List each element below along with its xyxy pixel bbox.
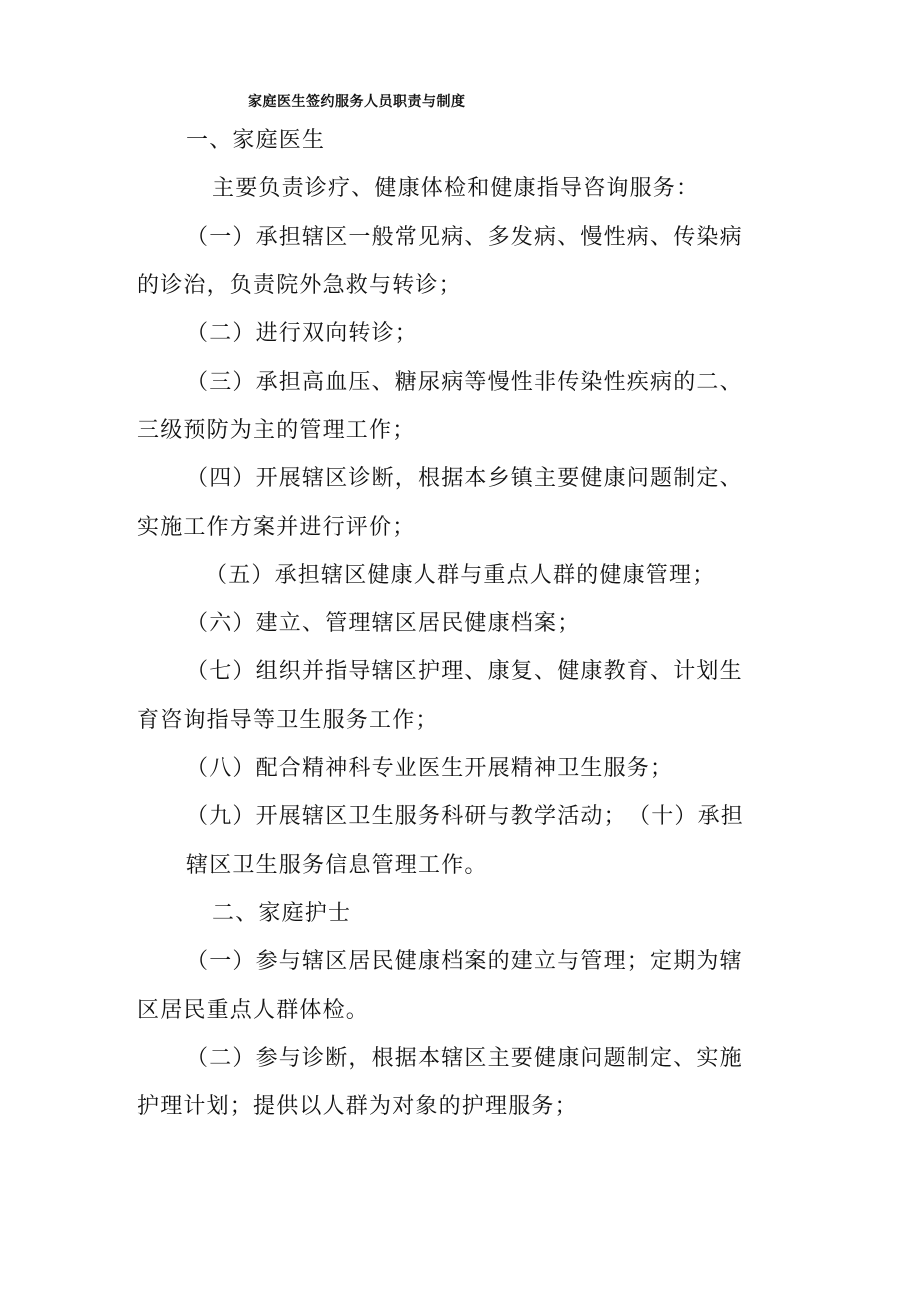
paragraph-line: 的诊治，负责院外急救与转诊； — [137, 273, 462, 298]
paragraph-line: （七）组织并指导辖区护理、康复、健康教育、计划生 — [186, 659, 743, 684]
paragraph-line: （三）承担高血压、糖尿病等慢性非传染性疾病的二、 — [186, 370, 743, 395]
paragraph-line: （九）开展辖区卫生服务科研与教学活动； （十）承担 — [186, 804, 745, 829]
paragraph-line: 实施工作方案并进行评价； — [137, 515, 416, 540]
paragraph-line: 育咨询指导等卫生服务工作； — [137, 708, 439, 733]
paragraph-line: （二）进行双向转诊； — [186, 321, 419, 346]
paragraph-line: （一）参与辖区居民健康档案的建立与管理；定期为辖 — [186, 949, 743, 974]
section-heading-family-nurse: 二、家庭护士 — [212, 901, 352, 926]
paragraph-line: 护理计划；提供以人群为对象的护理服务； — [137, 1094, 578, 1119]
paragraph-line: （八）配合精神科专业医生开展精神卫生服务； — [186, 756, 674, 781]
paragraph-line: （一）承担辖区一般常见病、多发病、慢性病、传染病 — [186, 225, 743, 250]
paragraph-line: 三级预防为主的管理工作； — [137, 418, 416, 443]
document-title: 家庭医生签约服务人员职责与制度 — [248, 94, 466, 110]
paragraph-line: 辖区卫生服务信息管理工作。 — [186, 853, 488, 878]
paragraph-line: （二）参与诊断，根据本辖区主要健康问题制定、实施 — [186, 1046, 743, 1071]
section-heading-family-doctor: 一、家庭医生 — [186, 128, 326, 153]
paragraph-line: 区居民重点人群体检。 — [137, 998, 370, 1023]
paragraph-line: 主要负责诊疗、健康体检和健康指导咨询服务： — [212, 176, 700, 201]
paragraph-line: （五）承担辖区健康人群与重点人群的健康管理； — [205, 563, 716, 588]
paragraph-line: （四）开展辖区诊断，根据本乡镇主要健康问题制定、 — [186, 466, 743, 491]
paragraph-line: （六）建立、管理辖区居民健康档案； — [186, 611, 581, 636]
